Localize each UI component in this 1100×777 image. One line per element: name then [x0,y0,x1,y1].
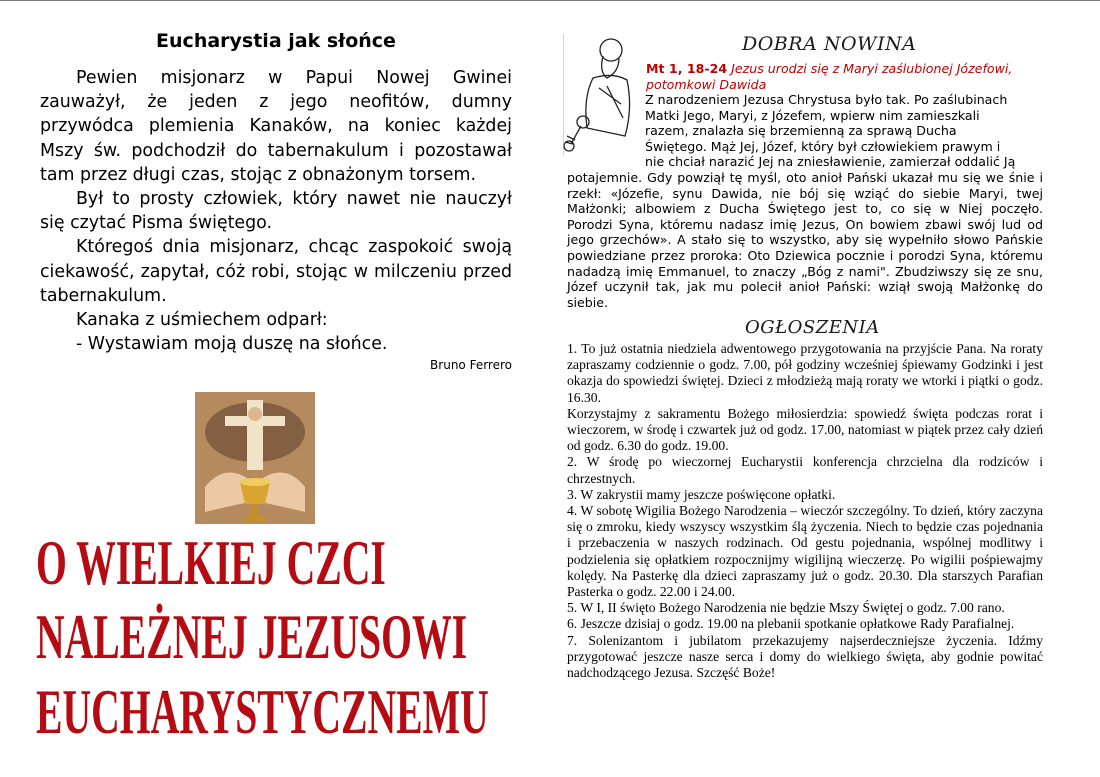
article-paragraph: Był to prosty człowiek, który nawet nie nauczył się czytać Pisma świętego. [40,189,512,234]
announcements-list [567,341,1043,681]
announcement-item: Korzystajmy z sakramentu Bożego miłosierdzia: spowiedź święta podczas rorat i wieczorem, w środę i czwartek już od godz. 17.00, natomiast w piątek przez cały dzień od godz. 6.30 do godz. 19.00. [567,405,1043,454]
gospel-ref-number: Mt 1, 18-24 [646,61,728,76]
banner-line: NALEŻNEJ JEZUSOWI [36,601,468,672]
dobra-nowina-title: DOBRA NOWINA [742,33,917,55]
gospel-line: nie chciał narazić Jej na zniesławienie, zamierzał oddalić Ją [645,154,1016,170]
article-title: Eucharystia jak słońce [156,30,396,52]
announcement-item: 4. W sobotę Wigilia Bożego Narodzenia – wieczór szczególny. To dzień, który zaczyna się o zmroku, kiedy wszyscy wszystkim ślą życzenia. Niech to będzie czas pojednania i przebaczenia w naszych rodzinach. Od gestu pojednania, wspólnej modlitwy i podzielenia się opłatkiem rozpocznijmy wigilijną wieczerzę. Po wigilii pośpiewajmy kolędy. Na Pasterkę dla dzieci zapraszamy już o godz. 20.30. Dla starszych Parafian Pasterka o godz. 22.00 i 24.00. [567,503,1043,600]
banner-line: O WIELKIEJ CZCI [36,527,386,598]
gospel-reference [646,61,1046,92]
gospel-text [567,92,1043,310]
gospel-line: Z narodzeniem Jezusa Chrystusa było tak. Po zaślubinach [645,92,1008,107]
announcement-item: 6. Jeszcze dzisiaj o godz. 19.00 na plebanii spotkanie opłatkowe Rady Parafialnej. [567,616,1015,632]
announcement-item: 7. Solenizantom i jubilatom przekazujemy najserdeczniejsze życzenia. Idźmy przygotować jeszcze nasze serca i domy do wielkiego święta, aby godnie powitać nadchodzącego Jezusa. Szczęść Boże! [567,632,1043,681]
article-author: Bruno Ferrero [430,358,512,373]
announcement-item: 3. W zakrystii mamy jeszcze poświęcone opłatki. [567,486,836,502]
announcement-item: 5. W I, II święto Bożego Narodzenia nie będzie Mszy Świętej o godz. 7.00 rano. [567,600,1005,616]
article-paragraph: Pewien misjonarz w Papui Nowej Gwinei zauważył, że jeden z jego neofitów, dumny przywódca plemienia Kanaków, na koniec każdej Mszy św. podchodził do tabernakulum i pozostawał tam przez długi czas, stojąc z obnażonym torsem. [40,68,512,185]
left-column [40,30,512,372]
gospel-paragraph: potajemnie. Gdy powziął tę myśl, oto anioł Pański ukazał mu się we śnie i rzekł: «Józefie, synu Dawida, nie bój się wziąć do siebie Maryi, twej Małżonki; albowiem z Ducha Świętego jest to, co się w Niej poczęło. Porodzi Syna, któremu nadasz imię Jezus, On bowiem zbawi swój lud od jego grzechów». A stało się to wszystko, aby się wypełniło słowo Pańskie powiedziane przez proroka: Oto Dziewica pocznie i porodzi Syna, któremu nadadzą imię Emmanuel, to znaczy „Bóg z nami". Zbudziwszy się ze snu, Józef uczynił tak, jak mu polecił anioł Pański: wziął swoją Małżonkę do siebie. [567,169,1043,310]
eucharist-image [195,392,315,524]
gospel-line: Świętego. Mąż Jej, Józef, który był człowiekiem prawym i [645,138,1001,154]
top-border [0,0,1100,1]
announcement-item: 2. W środę po wieczornej Eucharystii konferencja chrzcielna dla rodziców i chrzestnych. [567,454,1043,486]
gospel-heading: Jezus urodzi się z Maryi zaślubionej Józefowi, potomkowi Dawida [646,61,1013,92]
article-paragraph: Któregoś dnia misjonarz, chcąc zaspokoić swoją ciekawość, zapytał, cóż robi, stojąc w milczeniu przed tabernakulum. [40,237,512,306]
article-paragraph: Kanaka z uśmiechem odparł: [76,310,328,331]
banner-line: EUCHARYSTYCZNEMU [36,676,489,747]
article-paragraph: - Wystawiam moją duszę na słońce. [76,334,388,355]
announcement-item: 1. To już ostatnia niedziela adwentowego przygotowania na przyjście Pana. Na roraty zapraszamy codziennie o godz. 7.00, pół godziny wcześniej śpiewamy Godzinki i jest okazja do spowiedzi świętej. Dzieci z młodzieżą mają roraty we wtorki i piątki o godz. 16.30. [567,341,1043,405]
gospel-line: razem, znalazła się brzemienną za sprawą Ducha [645,123,957,139]
gospel-line: Matki Jego, Maryi, z Józefem, wpierw nim zamieszkali [645,107,980,123]
ogloszenia-title: OGŁOSZENIA [745,317,880,338]
